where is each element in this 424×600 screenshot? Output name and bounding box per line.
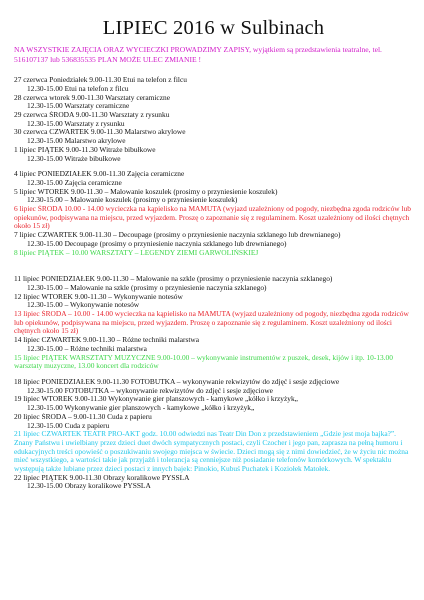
schedule-entry-afternoon: 12.30-15.00 Wykonywanie gier planszowych - kamykowe „kółko i krzyżyk„ (27, 404, 255, 413)
schedule-entry-afternoon: 12.30-15.00 Warsztaty ceramiczne (27, 102, 130, 111)
schedule-entry-afternoon: 12.30-15.00 – Malowanie koszulek (prosimy o przyniesienie koszulek) (27, 196, 238, 205)
schedule-block (14, 275, 413, 371)
schedule-entry-afternoon: 12.30-15.00 – Różne techniki malarstwa (27, 344, 147, 353)
page-title: LIPIEC 2016 w Sulbinach (102, 17, 325, 39)
schedule-entry-afternoon: 12.30-15.00 Warsztaty z rysunku (27, 119, 125, 128)
block-spacer (14, 257, 413, 275)
schedule-entry: 29 czerwca ŚRODA 9.00-11.30 Warsztaty z rysunku (14, 111, 170, 119)
schedule-entry: 8 lipiec PIĄTEK – 10.00 WARSZTATY – LEGENDY ZIEMI GARWOLIŃSKIEJ (14, 248, 259, 257)
schedule-entry: 21 lipiec CZWARTEK TEATR PRO-AKT godz. 10.00 odwiedzi nas Teatr Din Don z przedstawieniem „Gdzie jest moja bajka?”. Znany Państwu i uwielbiany przez dzieci duet dwóch sympatycznych postaci, czyli Czocher i jego pan, zaprasza na pełną humoru i edukacyjnych treści opowieść o poszukiwaniu swojego miejsca w świecie. Dzieci mogą się z nimi dowiedzieć, że w życiu nic można mieć wszystkiego, a wartości takie jak przyjaźń i tolerancja są cenniejsze niż posiadanie telefonów komórkowych. W spektaklu występują także lubiane przez dzieci postaci z innych bajek: Pinokio, Kubuś Puchatek i Koziołek Matołek. (14, 430, 409, 474)
schedule-entry-afternoon: 12.30-15.00 – Malowanie na szkle (prosimy o przyniesienie naczynia szklanego) (27, 283, 267, 292)
schedule-entry: 15 lipiec PIĄTEK WARSZTATY MUZYCZNE 9.00-10.00 – wykonywanie instrumentów z puszek, desek, kijów i itp. 10-13.00 warsztaty muzyczne, 13.00 koncert dla rodziców (14, 353, 393, 371)
schedule-entry: 1 lipiec PIĄTEK 9.00-11.30 Witraże bibułkowe (14, 145, 156, 154)
schedule-entry-afternoon: 12.30-15.00 Witraże bibułkowe (27, 154, 121, 163)
schedule-entry: 20 lipiec ŚRODA – 9.00-11.30 Cuda z papieru (14, 412, 152, 421)
schedule-entry-afternoon: 12.30-15.00 Cuda z papieru (27, 421, 110, 430)
schedule-entry-afternoon: 12.30-15.00 FOTOBUTKA – wykonywanie rekwizytów do zdjęć i sesje zdjęciowe (27, 386, 273, 395)
block-spacer (14, 371, 413, 378)
schedule-block (14, 76, 413, 163)
schedule-entry: 11 lipiec PONIEDZIAŁEK 9.00-11.30 – Malowanie na szkle (prosimy o przyniesienie naczynia szklanego) (14, 275, 333, 284)
schedule-block (14, 378, 413, 491)
intro-notice: NA WSZYSTKIE ZAJĘCIA ORAZ WYCIECZKI PROWADZIMY ZAPISY, wyjątkiem są przedstawienia teatralne, tel. 516107137 lub 536835535 PLAN MOŻE ULEC ZMIANIE ! (14, 45, 382, 64)
schedule-entry-afternoon: 12.30-15.00 Obrazy koralikowe PYSSLA (27, 482, 151, 491)
schedule-entry: 30 czerwca CZWARTEK 9.00-11.30 Malarstwo akrylowe (14, 128, 186, 137)
schedule-entry: 5 lipiec WTOREK 9.00-11.30 – Malowanie koszulek (prosimy o przyniesienie koszulek) (14, 187, 278, 196)
schedule-entry: 12 lipiec WTOREK 9.00-11.30 – Wykonywanie notesów (14, 292, 183, 301)
schedule-entry: 28 czerwca wtorek 9.00-11.30 Warsztaty ceramiczne (14, 93, 170, 102)
schedule-entry: 27 czerwca Poniedziałek 9.00-11.30 Etui na telefon z filcu (14, 76, 187, 85)
schedule-entry-afternoon: 12.30-15.00 Decoupage (prosimy o przyniesienie naczynia szklanego lub drewnianego) (27, 239, 287, 248)
schedule-entry-afternoon: 12.30-15.00 – Wykonywanie notesów (27, 301, 140, 310)
schedule-entry: 18 lipiec PONIEDZIAŁEK 9.00-11.30 FOTOBUTKA – wykonywanie rekwizytów do zdjęć i sesje zdjęciowe (14, 377, 340, 386)
schedule-entry: 13 lipiec ŚRODA – 10.00 - 14.00 wycieczka na kąpielisko na MAMUTA (wyjazd uzależniony od pogody, niezbędna zgoda rodziców lub opiekunów, podpisywana na miejscu, przed wyjazdem. Proszę o zapoznanie się z regulaminem. Koszt uzależniony od ilości chętnych około 15 zł) (14, 310, 409, 336)
schedule-entry-afternoon: 12.30-15.00 Etui na telefon z filcu (27, 84, 129, 93)
schedule-entry: 22 lipiec PIĄTEK 9.00-11.30 Obrazy koralikowe PYSSLA (14, 473, 190, 482)
schedule-entry: 19 lipiec WTOREK 9.00-11.30 Wykonywanie gier planszowych - kamykowe „kółko i krzyżyk„ (14, 395, 298, 404)
schedule-entry: 6 lipiec ŚRODA 10.00 - 14.00 wycieczka na kąpielisko na MAMUTA (wyjazd uzależniony od pogody, niezbędna zgoda rodziców lub opiekunów, podpisywana na miejscu, przed wyjazdem. Proszę o zapoznanie się z regulaminem. Koszt uzależniony od ilości chętnych około 15 zł) (14, 205, 411, 231)
schedule-entry: 4 lipiec PONIEDZIAŁEK 9.00-11.30 Zajęcia ceramiczne (14, 170, 185, 179)
schedule-entry-afternoon: 12.30-15.00 Malarstwo akrylowe (27, 137, 126, 146)
schedule-entry: 14 lipiec CZWARTEK 9.00-11.30 – Różne techniki malarstwa (14, 336, 200, 345)
block-spacer (14, 163, 413, 170)
schedule-entry-afternoon: 12.30-15.00 Zajęcia ceramiczne (27, 178, 122, 187)
schedule-blocks (14, 76, 413, 491)
schedule-block (14, 170, 413, 257)
schedule-entry: 7 lipiec CZWARTEK 9.00-11.30 – Decoupage (prosimy o przyniesienie naczynia szklanego lub drewnianego) (14, 231, 341, 240)
